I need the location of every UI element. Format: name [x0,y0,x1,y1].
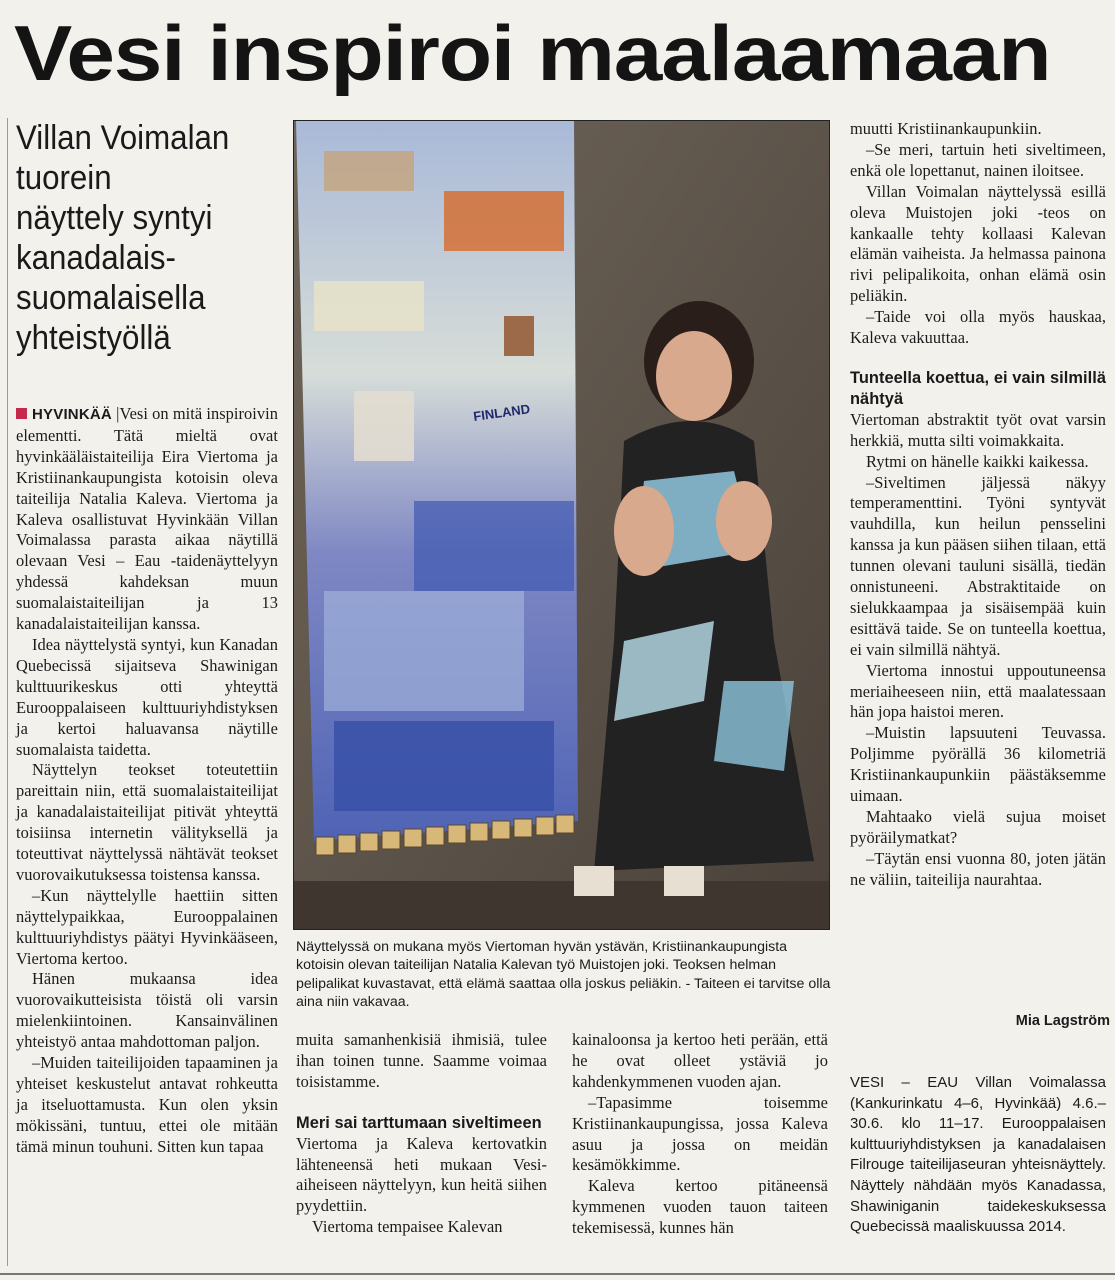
paragraph: muita samanhenkisiä ihmisiä, tulee ihan toinen tunne. Saamme voimaa toisistamme. [296,1030,547,1091]
paragraph: –Tapasimme toisemme Kristiinankaupungissa, jossa Kaleva asuu ja jossa on meidän kesämökkimme. [572,1092,828,1175]
article-column-1 [16,404,278,1158]
paragraph: kainaloonsa ja kertoo heti perään, että he ovat olleet ystäviä jo kahdenkymmenen vuoden ajan. [572,1030,828,1091]
deck-line: kanadalais- [16,239,176,277]
paragraph: Hänen mukaansa idea vuorovaikutteisista töistä oli varsin mielenkiintoinen. Kansainvälinen yhteistyö antaa mahdottoman paljon. [16,969,278,1052]
article-photo [293,120,830,930]
paragraph: Viertoman abstraktit työt ovat varsin herkkiä, mutta silti voimakkaita. [850,409,1106,450]
paragraph: Viertoma ja Kaleva kertovatkin lähteneensä heti mukaan Vesi-aiheiseen näyttelyyn, kun heitä siihen pyydettiin. [296,1133,547,1216]
photo-finland-label: FINLAND [472,401,531,424]
subheading: Tunteella koettua, ei vain silmillä nähtyä [850,368,1106,408]
deck-line: yhteistyöllä [16,319,171,357]
paragraph: –Siveltimen jäljessä näkyy temperamenttini. Työni syntyvät vauhdilla, kun heilun pensselini kanssa ja kun pääsen siihen tilaan, että tunnen olevani tauluni sisällä, tiedän onnistuneeni. Abstraktitaide on sielukkaampaa ja sisäisempää kuin esittävä taide. Se on tunteella koettua, ei vain silmillä nähtyä. [850,472,1106,659]
paragraph: Viertoma innostui uppoutuneensa meriaiheeseen niin, että maalatessaan hän jopa haistoi meren. [850,660,1106,722]
article-column-3 [572,1030,828,1239]
article-column-4 [850,119,1106,891]
dateline-kicker: HYVINKÄÄ [16,406,112,423]
deck-line: Villan Voimalan [16,119,230,157]
paragraph: –Muiden taiteilijoiden tapaaminen ja yhteiset keskustelut antavat rohkeutta ja itseluottamusta. Kun olen yksin mökissäni, tuntuu, ettei ole mitään tämä minun touhuni. Sitten kun tapaa [16,1053,278,1156]
deck-line: näyttely syntyi [16,199,213,237]
subheading: Meri sai tarttumaan siveltimeen [296,1113,542,1132]
deck-line: tuorein [16,159,112,197]
byline: Mia Lagström [1015,1013,1110,1029]
photo-caption: Näyttelyssä on mukana myös Viertoman hyvän ystävän, Kristiinankaupungista kotoisin olevan taiteilijan Natalia Kalevan työ Muistojen joki. Teoksen helman pelipalikat kuvastavat, että elämä saattaa olla joskus peliäkin. - Taiteen ei tarvitse olla aina niin vakavaa. [296,939,831,1010]
deck-line: suomalaisella [16,279,206,317]
bottom-rule [0,1273,1115,1275]
paragraph: –Se meri, tartuin heti siveltimeen, enkä ole lopettanut, nainen iloitsee. [850,139,1106,180]
left-margin-rule [7,118,8,1266]
paragraph: Kaleva kertoo pitäneensä kymmenen vuoden tauon taiteen tekemisessä, kunnes hän [572,1176,828,1238]
paragraph: –Kun näyttelylle haettiin sitten näyttelypaikkaa, Eurooppalainen kulttuuriyhdistys päätyi Hyvinkääseen, Viertoma kertoo. [16,885,278,968]
paragraph: Mahtaako vielä sujua moiset pyöräilymatkat? [850,807,1106,847]
paragraph: Villan Voimalan näyttelyssä esillä oleva Muistojen joki -teos on kankaalle tehty kollaasi Kalevan elämän vaiheista. Ja helmassa painona rivi pelipalikoita, onhan elämä osin peliäkin. [850,181,1106,306]
article-column-2 [296,1030,547,1238]
paragraph: Viertoma tempaisee Kalevan [312,1217,503,1237]
paragraph: muutti Kristiinankaupunkiin. [850,119,1042,138]
photo-illustration [294,121,829,929]
paragraph: –Täytän ensi vuonna 80, joten jätän ne väliin, taiteilija naurahtaa. [850,848,1106,889]
paragraph: Näyttelyn teokset toteutettiin pareittain niin, että suomalaistaiteilijat ja kanadalaistaiteilijat pitivät yhteyttä toisiinsa internetin välityksellä ja toteuttivat näyttelyssä nähtävät teokset vuorovaikutuksessa toistensa kanssa. [16,760,278,884]
paragraph [16,404,278,635]
deck [16,118,260,358]
headline: Vesi inspiroi maalaamaan [14,9,1051,97]
tapestry [296,121,578,855]
paragraph: –Taide voi olla myös hauskaa, Kaleva vakuuttaa. [850,307,1106,348]
paragraph-text: |Vesi on mitä inspiroivin elementti. Tätä mieltä ovat hyvinkääläistaiteilija Eira Viertoma ja Kristiinankaupungista kotoisin oleva taiteilija Natalia Kaleva. Viertoma ja Kaleva osallistuvat Hyvinkään Villan Voimalassa parasta aikaa näytillä olevaan Vesi – Eau -taidenäyttelyyn yhdessä kahdeksan muun suomalaistaiteilijan ja 13 kanadalaistaiteilijan kanssa. [16,404,278,634]
paragraph: Rytmi on hänelle kaikki kaikessa. [866,451,1089,471]
paragraph: –Muistin lapsuuteni Teuvassa. Poljimme pyörällä 36 kilometriä Kristiinankaupunkiin päästäksemme uimaan. [850,723,1106,806]
exhibition-info: VESI – EAU Villan Voimalassa (Kankurinkatu 4–6, Hyvinkää) 4.6.–30.6. klo 11–17. Eurooppalaisen kulttuuriyhdistyksen ja kanadalaisen Filrouge taiteilijaseuran yhteisnäyttely. Näyttely nähdään myös Kanadassa, Shawiniganin taidekeskuksessa Quebecissä maaliskuussa 2014. [850,1074,1106,1236]
paragraph: Idea näyttelystä syntyi, kun Kanadan Quebecissä sijaitseva Shawinigan kulttuurikeskus otti yhteyttä Eurooppalaiseen kulttuuriyhdistyksen ja kertoi haluavansa näytille suomalaista taidetta. [16,634,278,759]
